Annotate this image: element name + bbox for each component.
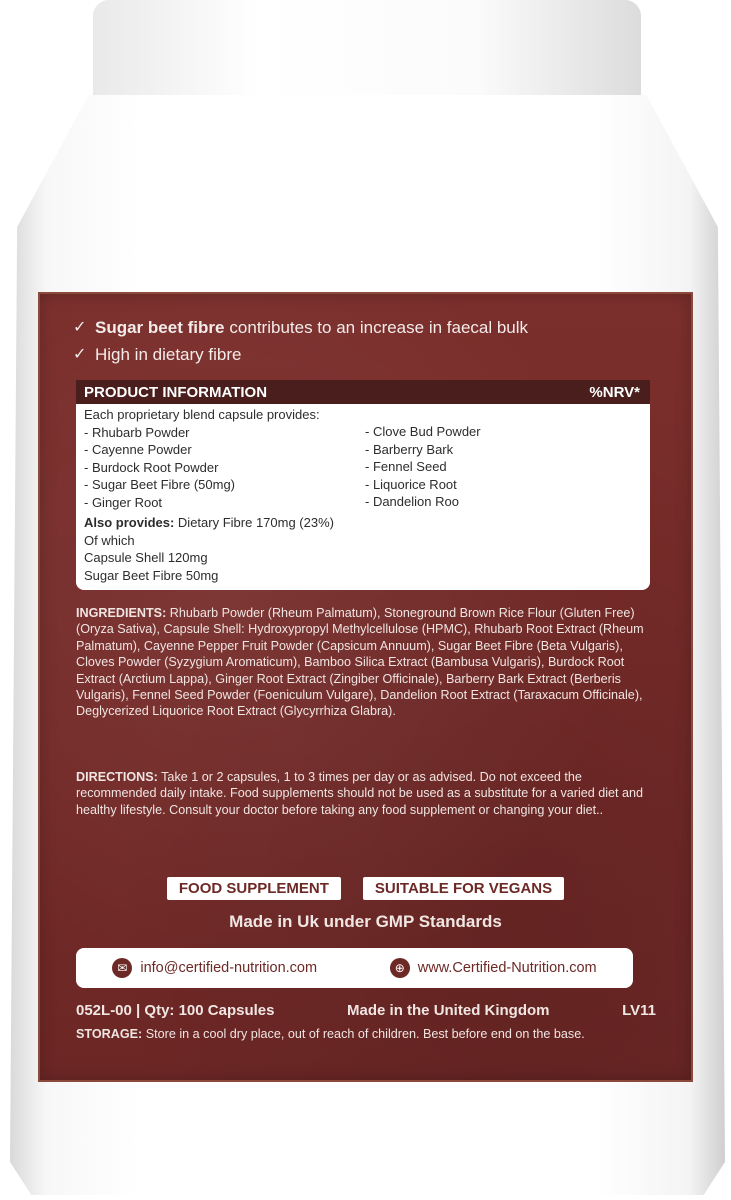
- code-qty: 052L-00 | Qty: 100 Capsules: [76, 1002, 275, 1019]
- gmp-statement: Made in Uk under GMP Standards: [229, 912, 502, 931]
- batch-info: [76, 1002, 656, 1019]
- blend-item: - Barberry Bark: [365, 441, 454, 457]
- blend-item: - Liquorice Root: [365, 476, 457, 492]
- claim-item: [73, 314, 528, 341]
- info-body: [76, 404, 650, 586]
- email-contact: [112, 958, 317, 978]
- origin: Made in the United Kingdom: [347, 1002, 550, 1019]
- badges-row: [38, 877, 693, 900]
- envelope-icon: ✉: [112, 958, 132, 978]
- info-line: Of which: [84, 532, 135, 548]
- directions-body: Take 1 or 2 capsules, 1 to 3 times per day or as advised. Do not exceed the recommended daily intake. Food supplements should not be used as a substitute for a varied diet and healthy lifestyle. Consult your doctor before taking any food supplement or changing your diet..: [76, 770, 644, 817]
- blend-list-right: [365, 423, 481, 511]
- product-information-panel: [76, 380, 650, 590]
- vegan-badge: SUITABLE FOR VEGANS: [363, 877, 564, 900]
- food-supplement-badge: FOOD SUPPLEMENT: [167, 877, 341, 900]
- info-header: [76, 380, 650, 404]
- blend-item: - Rhubarb Powder: [84, 424, 190, 440]
- info-line: Capsule Shell 120mg: [84, 550, 208, 565]
- claim-item: [73, 341, 528, 368]
- nrv-label: %NRV*: [589, 383, 640, 401]
- checkmark-icon: ✓: [73, 346, 87, 363]
- product-label: [38, 292, 693, 1082]
- contact-bar: [76, 948, 633, 988]
- storage-text: [76, 1026, 656, 1042]
- blend-item: - Fennel Seed: [365, 459, 447, 474]
- storage-body: Store in a cool dry place, out of reach of children. Best before end on the base.: [145, 1027, 585, 1041]
- also-label: Also provides:: [84, 515, 175, 530]
- globe-icon: ⊕: [390, 958, 410, 978]
- blend-item: - Clove Bud Powder: [365, 424, 481, 439]
- directions-text: [76, 769, 656, 818]
- blend-item: - Burdock Root Powder: [84, 459, 219, 475]
- claim-bold: Sugar beet fibre: [95, 318, 225, 337]
- blend-item: - Ginger Root: [84, 494, 163, 510]
- lot-code: LV11: [622, 1002, 656, 1019]
- claim-text: contributes to an increase in faecal bulk: [229, 318, 529, 337]
- storage-label: STORAGE:: [76, 1027, 143, 1041]
- ingredients-text: [76, 605, 656, 720]
- email-text: info@certified-nutrition.com: [140, 960, 318, 976]
- blend-item: - Dandelion Roo: [365, 494, 459, 509]
- ingredients-label: INGREDIENTS:: [76, 606, 167, 620]
- info-line: Sugar Beet Fibre 50mg: [84, 567, 219, 583]
- blend-list-left: [84, 424, 642, 512]
- ingredients-body: Rhubarb Powder (Rheum Palmatum), Stoneground Brown Rice Flour (Gluten Free) (Oryza Sativa), Capsule Shell: Hydroxypropyl Methylcellulose (HPMC), Rhubarb Root Extract (Rheum Palmatum), Cayenne Pepper Fruit Powder (Capsicum Annuum), Sugar Beet Fibre (Beta Vulgaris), Cloves Powder (Syzygium Aromaticum), Bamboo Silica Extract (Bambusa Vulgaris), Burdock Root Extract (Arctium Lappa), Ginger Root Extract (Zingiber Officinale), Barberry Bark Extract (Berberis Vulgaris), Fennel Seed Powder (Foeniculum Vulgare), Dandelion Root Extract (Taraxacum Officinale), Deglycerized Liquorice Root Extract (Glycyrrhiza Glabra).: [76, 606, 644, 719]
- claim-text: High in dietary fibre: [95, 345, 242, 364]
- directions-label: DIRECTIONS:: [76, 770, 158, 784]
- checkmark-icon: ✓: [73, 319, 87, 336]
- also-provides: [84, 514, 642, 532]
- blend-item: - Cayenne Powder: [84, 442, 192, 457]
- website-text: www.Certified-Nutrition.com: [417, 960, 597, 976]
- health-claims: [73, 314, 528, 368]
- website-contact: [390, 958, 597, 978]
- info-intro: Each proprietary blend capsule provides:: [84, 407, 320, 422]
- also-text: Dietary Fibre 170mg (23%): [177, 515, 334, 530]
- info-title: PRODUCT INFORMATION: [84, 383, 268, 401]
- blend-item: - Sugar Beet Fibre (50mg): [84, 477, 236, 492]
